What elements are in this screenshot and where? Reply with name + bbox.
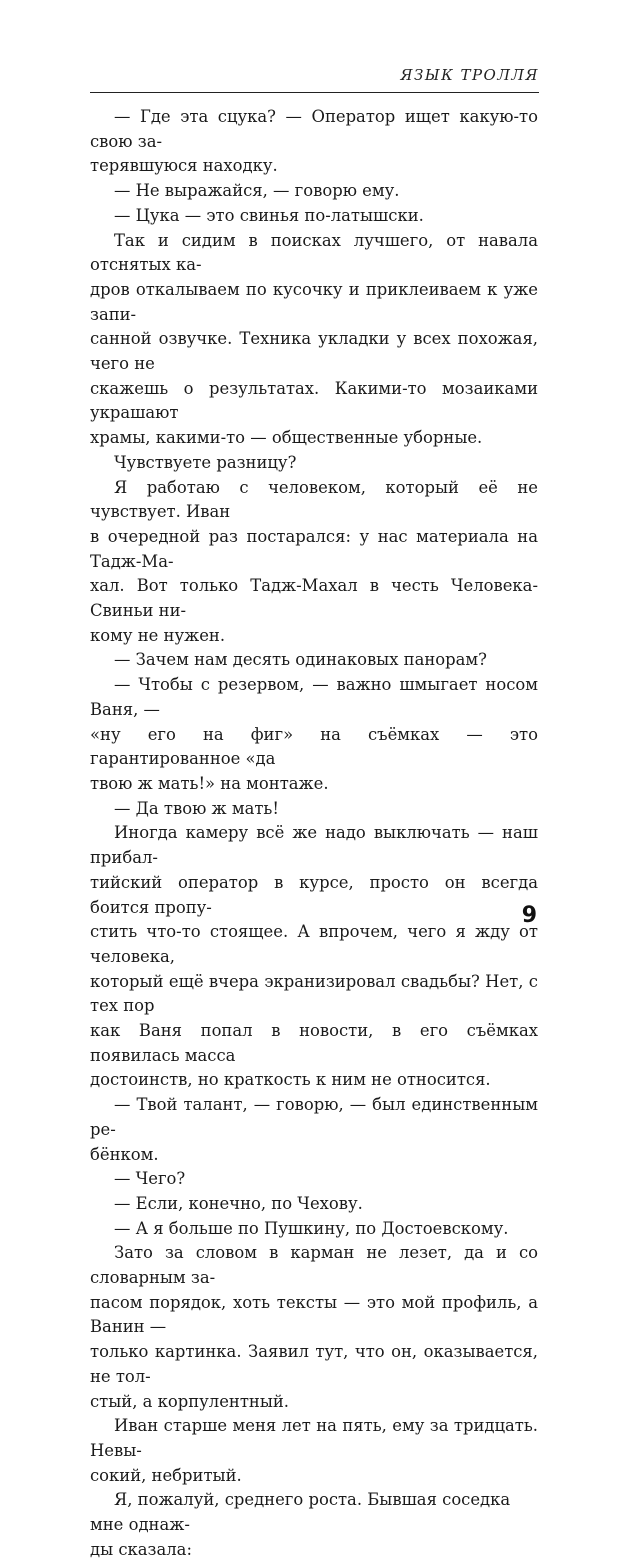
paragraph: Иногда камеру всё же надо выключать — наш прибал- тийский оператор в курсе, просто он всегда боится пропу- стить что-то стоящее. А впрочем, чего я жду от человека, который ещё вчера экранизировал свадьбы? Нет, с тех пор как Ваня попал в новости, в его съёмках появилась масса достоинств, но краткость к ним не относится.	[90, 823, 538, 1090]
paragraph: — Зачем нам десять одинаковых панорам?	[114, 650, 487, 670]
paragraph: — Твой талант, — говорю, — был единственным ре- бёнком.	[90, 1095, 538, 1164]
paragraph: Я работаю с человеком, который её не чувствует. Иван в очередной раз постарался: у нас материала на Тадж-Ма- хал. Вот только Тадж-Махал в честь Человека-Свиньи ни- кому не нужен.	[90, 477, 538, 645]
paragraph: — Не выражайся, — говорю ему.	[114, 181, 400, 201]
paragraph: — Чего?	[114, 1169, 186, 1189]
running-head: ЯЗЫК ТРОЛЛЯ	[400, 66, 539, 84]
paragraph: — Чтобы с резервом, — важно шмыгает носом Ваня, — «ну его на фиг» на съёмках — это гарантированное «да твою ж мать!» на монтаже.	[90, 675, 538, 793]
paragraph: Я, пожалуй, среднего роста. Бывшая соседка мне однаж- ды сказала:	[90, 1490, 511, 1559]
paragraph: Так и сидим в поисках лучшего, от навала отснятых ка- дров откалываем по кусочку и приклеиваем к уже запи- санной озвучке. Техника укладки у всех похожая, чего не скажешь о результатах. Какими-то мозаиками украшают храмы, какими-то — общественные уборные.	[90, 230, 538, 448]
paragraph: — Если, конечно, по Чехову.	[114, 1193, 363, 1213]
paragraph: Иван старше меня лет на пять, ему за тридцать. Невы- сокий, небритый.	[90, 1416, 538, 1485]
paragraph: — А я больше по Пушкину, по Достоевскому.	[114, 1218, 509, 1238]
paragraph: — Да твою ж мать!	[114, 798, 279, 818]
paragraph: — Цука — это свинья по-латышски.	[114, 205, 424, 225]
page-number: 9	[521, 903, 537, 928]
paragraph: Чувствуете разницу?	[114, 452, 297, 472]
header-rule	[90, 92, 539, 93]
paragraph: — Где эта сцука? — Оператор ищет какую-то свою за- терявшуюся находку.	[90, 107, 538, 176]
body-text	[90, 105, 538, 1562]
paragraph: Зато за словом в карман не лезет, да и со словарным за- пасом порядок, хоть тексты — это мой профиль, а Ванин — только картинка. Заявил тут, что он, оказывается, не тол- стый, а корпулентный.	[90, 1243, 538, 1411]
